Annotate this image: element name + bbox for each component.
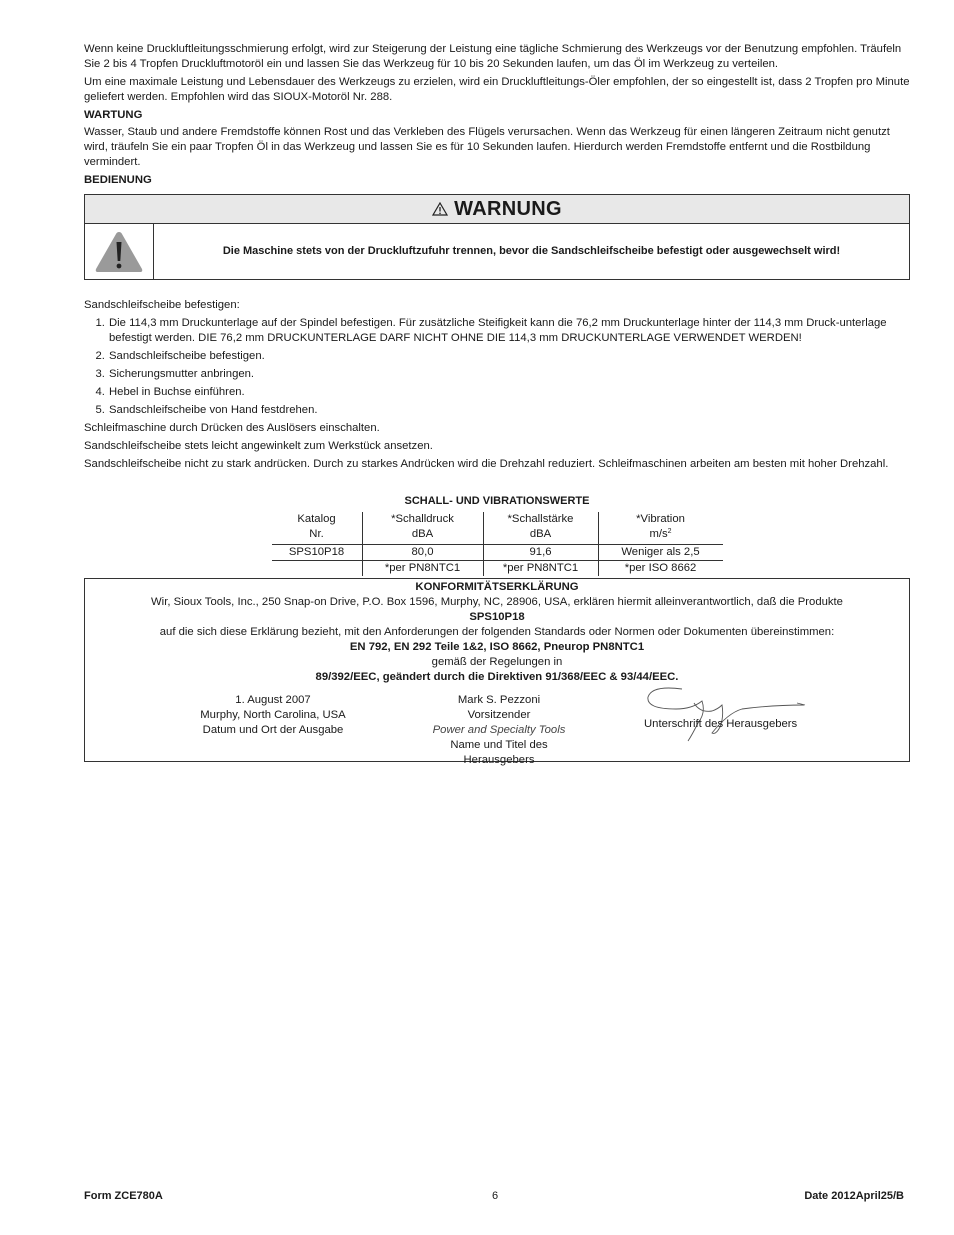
- issue-date-block: [187, 693, 359, 738]
- signature-label: Unterschrift des Herausgebers: [644, 718, 798, 730]
- instruction-step: 1. Die 114,3 mm Druckunterlage auf der Spindel befestigen. Für zusätzliche Steifigkeit kann die 76,2 mm Druckunterlage hinter der 114,3 mm Druck-unterlage befestigt werden. DIE 76,2 mm DRUCKUNTERLAGE DARF NICHT OHNE DIE 114,3 mm DRUCKUNTERLAGE VERWENDET WERDEN!: [108, 316, 910, 346]
- issuer-block: [415, 693, 583, 768]
- warning-triangle-small-icon: [432, 202, 448, 216]
- wartung-text: Wasser, Staub und andere Fremdstoffe können Rost und das Verkleben des Flügels verursachen. Wenn das Werkzeug für einen längeren Zeitraum nicht genutzt wird, träufeln Sie ein paar Tropfen Öl in das Werkzeug und lassen Sie es für 10 Sekunden laufen. Hierdurch werden Fremdstoffe entfernt und die Rostbildung vermindert.: [84, 126, 890, 168]
- declaration-box: [84, 578, 910, 766]
- operation-text-2: Sandschleifscheibe stets leicht angewinkelt zum Werkstück ansetzen.: [84, 440, 433, 452]
- operation-text-3: Sandschleifscheibe nicht zu stark andrücken. Durch zu starkes Andrücken wird die Drehzahl reduziert. Schleifmaschinen arbeiten am besten mit hoher Drehzahl.: [84, 458, 889, 470]
- declaration-product: SPS10P18: [469, 611, 525, 623]
- footer-date: Date 2012April25/B: [804, 1190, 904, 1202]
- note-schalldruck: *per PN8NTC1: [362, 561, 483, 577]
- bedienung-heading: BEDIENUNG: [84, 174, 152, 186]
- instructions-intro: Sandschleifscheibe befestigen:: [84, 299, 240, 311]
- wartung-heading: WARTUNG: [84, 109, 143, 121]
- warning-text: Die Maschine stets von der Druckluftzufuhr trennen, bevor die Sandschleifscheibe befestigt oder ausgewechselt wird!: [222, 245, 841, 257]
- instruction-step: 3. Sicherungsmutter anbringen.: [108, 367, 910, 382]
- cell-catalog: SPS10P18: [272, 545, 363, 561]
- intro-paragraph-1: Wenn keine Druckluftleitungsschmierung erfolgt, wird zur Steigerung der Leistung eine tägliche Schmierung des Werkzeugs vor der Benutzung empfohlen. Träufeln Sie 2 bis 4 Tropfen Druckluftmotoröl ein und lassen Sie das Werkzeug für 10 bis 20 Sekunden laufen, um das Öl im Werkzeug zu verteilen.: [84, 43, 902, 70]
- issuer-division: Power and Specialty Tools: [432, 724, 566, 736]
- note-vibration: *per ISO 8662: [598, 561, 723, 577]
- cell-schalldruck: 80,0: [362, 545, 483, 561]
- issuer-name: Mark S. Pezzoni: [457, 694, 541, 706]
- header-vibration: *Vibration $m/s^2$: [598, 512, 723, 545]
- declaration-line-3: gemäß der Regelungen in: [431, 656, 563, 668]
- warning-title: WARNUNG: [454, 197, 562, 220]
- cell-vibration: Weniger als 2,5: [598, 545, 723, 561]
- document-page: [84, 42, 910, 766]
- header-schallstaerke: *Schallstärke dBA: [483, 512, 598, 545]
- issue-date-label: Datum und Ort der Ausgabe: [202, 724, 344, 736]
- handwritten-signature: [642, 683, 812, 745]
- footer-page-number: 6: [492, 1190, 499, 1202]
- sound-table-title: SCHALL- UND VIBRATIONSWERTE: [404, 495, 590, 507]
- warning-box: [84, 194, 910, 280]
- declaration-directives: 89/392/EEC, geändert durch die Direktiven 91/368/EEC & 93/44/EEC.: [315, 671, 679, 683]
- issuer-name-label: Name und Titel des Herausgebers: [450, 739, 548, 766]
- declaration-line-2: auf die sich diese Erklärung bezieht, mit den Anforderungen der folgenden Standards oder Normen oder Dokumenten übereinstimmen:: [159, 626, 835, 638]
- declaration-title: KONFORMITÄTSERKLÄRUNG: [415, 581, 579, 593]
- instruction-step: 5. Sandschleifscheibe von Hand festdrehen.: [108, 403, 910, 418]
- sound-vibration-section: [84, 494, 910, 576]
- note-empty: [272, 561, 363, 577]
- issue-place: Murphy, North Carolina, USA: [200, 709, 346, 721]
- warning-triangle-icon: [93, 229, 145, 275]
- table-notes-row: [272, 561, 723, 577]
- sound-vibration-table: [272, 512, 723, 576]
- instruction-step: 2. Sandschleifscheibe befestigen.: [108, 349, 910, 364]
- page-footer: [84, 1190, 904, 1202]
- note-schallstaerke: *per PN8NTC1: [483, 561, 598, 577]
- issue-date: 1. August 2007: [235, 694, 311, 706]
- footer-form: Form ZCE780A: [84, 1190, 163, 1202]
- signature-row: [85, 693, 909, 766]
- table-row: [272, 545, 723, 561]
- intro-paragraph-2: Um eine maximale Leistung und Lebensdauer des Werkzeugs zu erzielen, wird ein Druckluftleitungs-Öler empfohlen, der so eingestellt ist, dass 2 Tropfen pro Minute geliefert werden. Empfohlen wird das SIOUX-Motoröl Nr. 288.: [84, 76, 910, 103]
- header-schalldruck: *Schalldruck dBA: [362, 512, 483, 545]
- instruction-step: 4. Hebel in Buchse einführen.: [108, 385, 910, 400]
- declaration-standards: EN 792, EN 292 Teile 1&2, ISO 8662, Pneurop PN8NTC1: [349, 641, 645, 653]
- issuer-role: Vorsitzender: [467, 709, 531, 721]
- cell-schallstaerke: 91,6: [483, 545, 598, 561]
- warning-title-bar: [85, 195, 909, 224]
- declaration-line-1: Wir, Sioux Tools, Inc., 250 Snap-on Drive, P.O. Box 1596, Murphy, NC, 28906, USA, erklären hiermit alleinverantwortlich, daß die Produkte: [151, 596, 843, 608]
- table-header-row: [272, 512, 723, 545]
- instructions-list: [84, 316, 910, 418]
- operation-text-1: Schleifmaschine durch Drücken des Auslösers einschalten.: [84, 422, 380, 434]
- header-katalog: Katalog Nr.: [297, 513, 336, 540]
- warning-body: [85, 224, 909, 279]
- warning-icon-cell: [85, 224, 154, 279]
